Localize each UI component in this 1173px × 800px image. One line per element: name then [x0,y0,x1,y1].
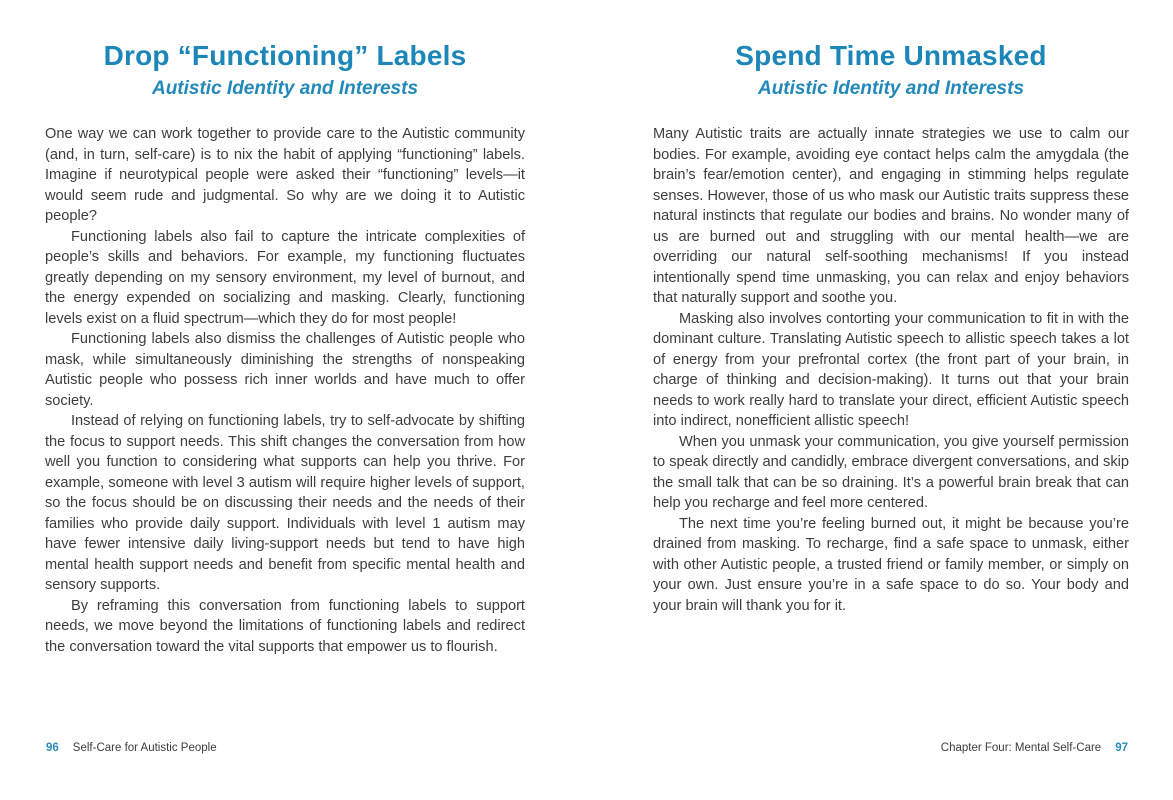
paragraph: Many Autistic traits are actually innate strategies we use to calm our bodies. For example, avoiding eye contact helps calm the amygdala (the brain’s fear/emotion center), and engaging in stimming helps regulate senses. However, those of us who mask our Autistic traits suppress these natural instincts that regulate our bodies and brains. No wonder many of us are burned out and struggling with our mental health—we are overriding our natural self-soothing mechanisms! If you instead intentionally spend time unmasking, you can relax and enjoy behaviors that naturally support and soothe you. [653,126,1129,307]
paragraph: Instead of relying on functioning labels, try to self-advocate by shifting the focus to support needs. This shift changes the conversation from how well you function to considering what supports can help you thrive. For example, someone with level 3 autism will require higher levels of support, so the focus should be on discussing their needs and the needs of their families who provide daily support. Individuals with level 1 autism may have fewer intensive daily living-support needs but tend to have high mental health support needs and benefit from specific mental health and sensory supports. [45,413,525,594]
paragraph: By reframing this conversation from functioning labels to support needs, we move beyond the limitations of functioning labels and redirect the conversation toward the vital supports that empower us to flourish. [45,597,525,655]
paragraph: Functioning labels also dismiss the challenges of Autistic people who mask, while simultaneously diminishing the strengths of nonspeaking Autistic people who possess rich inner worlds and have much to offer society. [45,331,525,409]
left-page-subtitle: Autistic Identity and Interests [151,78,419,100]
left-page-body [45,124,525,657]
right-page-body [653,124,1129,616]
chapter-running-head: Chapter Four: Mental Self-Care [940,742,1102,754]
right-page [653,40,1129,616]
left-page-title: Drop “Functioning” Labels [103,40,467,71]
paragraph: One way we can work together to provide care to the Autistic community (and, in turn, self-care) is to nix the habit of applying “functioning” labels. Imagine if neurotypical people were asked their “functioning” levels—it would seem rude and judgmental. So why are we doing it to Autistic people? [45,126,525,225]
paragraph: The next time you’re feeling burned out, it might be because you’re drained from masking. To recharge, find a safe space to unmask, either with other Autistic people, a trusted friend or family member, or simply on your own. Just ensure you’re in a safe space to do so. Your body and your brain will thank you for it. [653,515,1129,614]
left-page-number: 96 [46,742,59,754]
right-page-number: 97 [1115,742,1128,754]
left-page [45,40,525,657]
paragraph: When you unmask your communication, you give yourself permission to speak directly and candidly, embrace divergent conversations, and skip the small talk that can be so draining. It’s a powerful brain break that can help you recharge and feel more centered. [653,433,1129,512]
book-title-running-head: Self-Care for Autistic People [72,742,217,754]
right-page-title: Spend Time Unmasked [735,40,1047,71]
paragraph: Masking also involves contorting your communication to fit in with the dominant culture. Translating Autistic speech to allistic speech takes a lot of energy from your prefrontal cortex (the front part of your brain, in charge of thinking and decision-making). It turns out that your brain needs to work really hard to translate your direct, efficient Autistic speech into indirect, nonefficient allistic speech! [653,310,1129,430]
paragraph: Functioning labels also fail to capture the intricate complexities of people’s skills and behaviors. For example, my functioning fluctuates greatly depending on my sensory environment, my level of burnout, and the energy expended on socializing and masking. Clearly, functioning levels exist on a fluid spectrum—which they do for most people! [45,228,525,327]
right-page-footer [941,741,1128,755]
right-page-subtitle: Autistic Identity and Interests [757,78,1025,100]
left-page-footer [46,741,217,755]
